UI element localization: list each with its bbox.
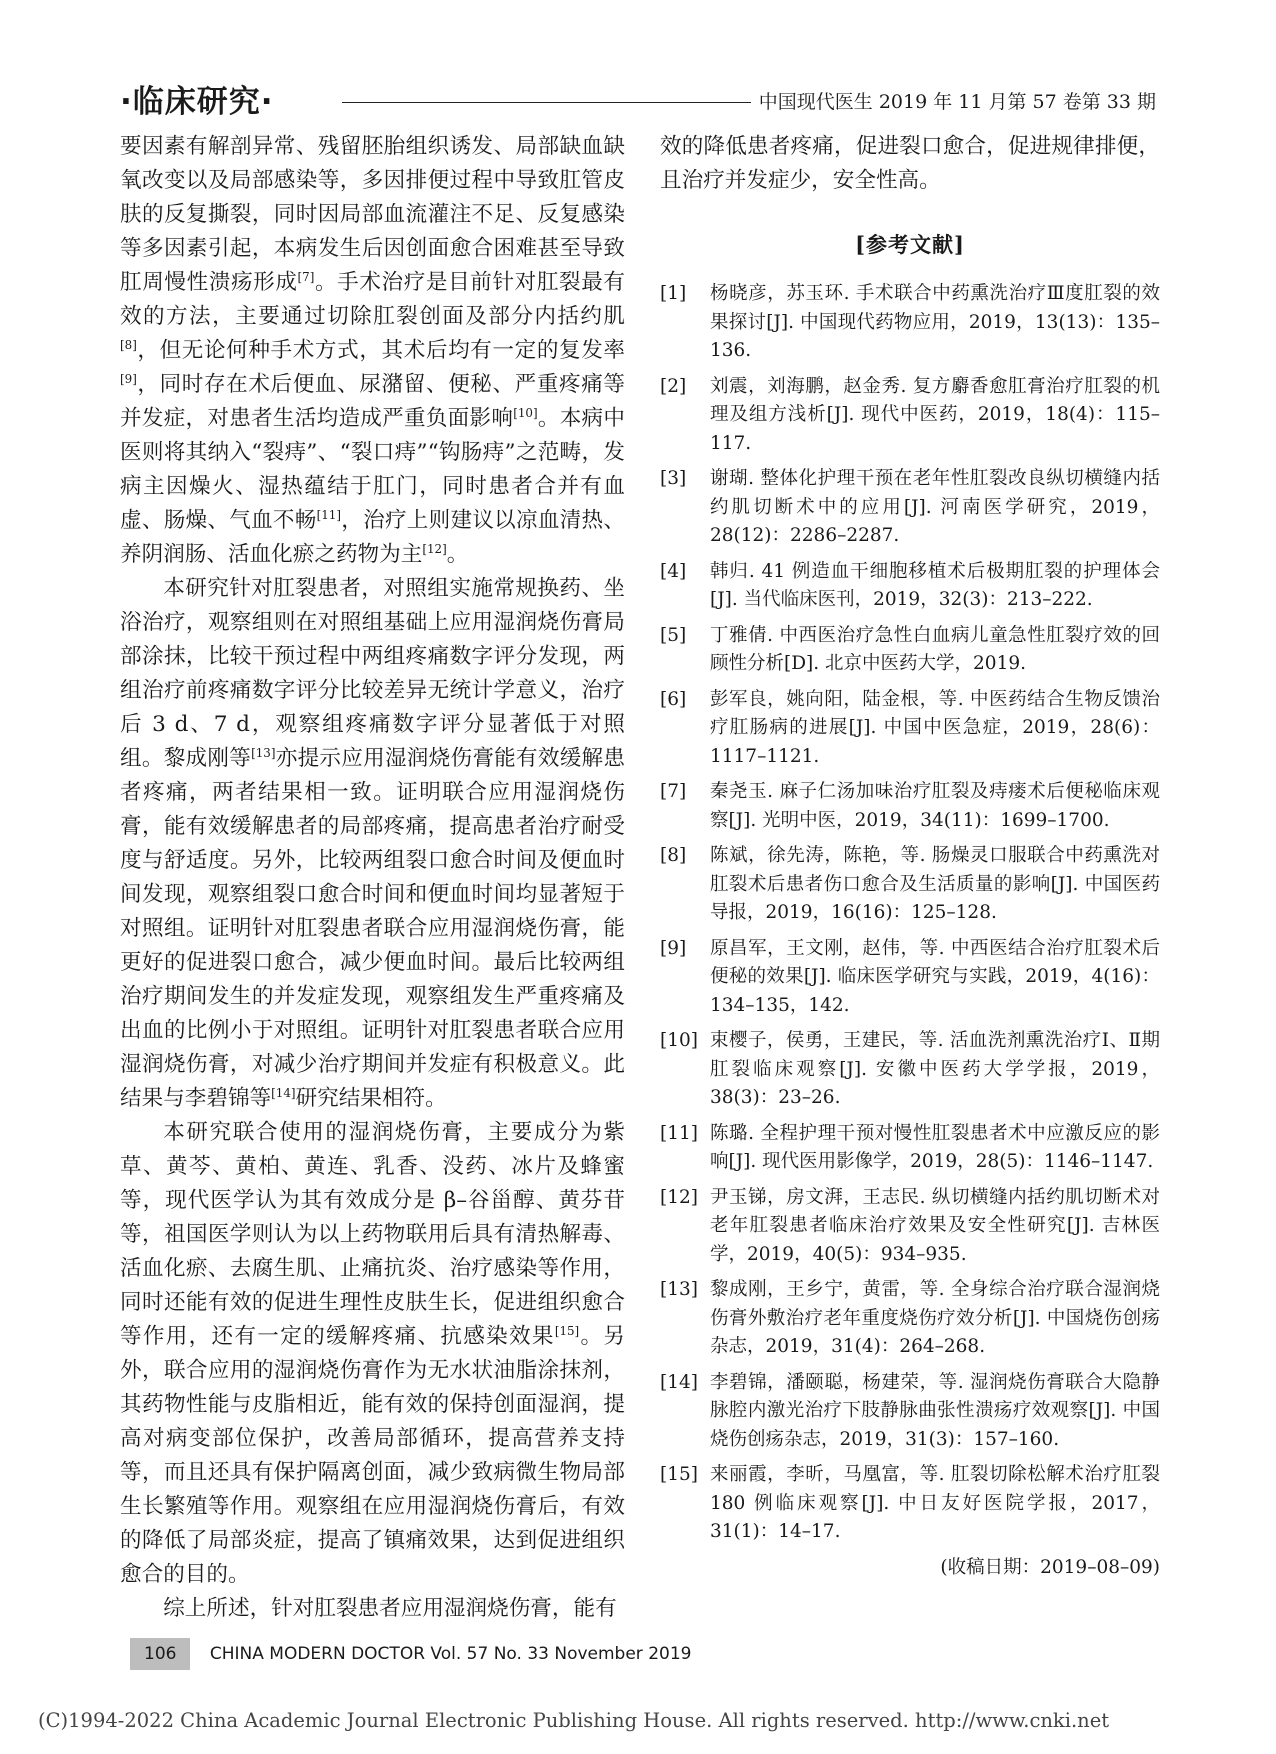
text-run: 。手术治疗是目前针对肛裂最有效的方法，主要通过切除肛裂创面及部分内括约肌 — [120, 270, 625, 329]
reference-item — [660, 1461, 1160, 1547]
reference-item — [660, 842, 1160, 928]
reference-text: 陈璐. 全程护理干预对慢性肛裂患者术中应激反应的影响[J]. 现代医用影像学，2019，28(5)：1146–1147. — [710, 1122, 1160, 1172]
reference-item — [660, 1120, 1160, 1177]
paragraph-4: 综上所述，针对肛裂患者应用湿润烧伤膏，能有 — [163, 1596, 617, 1621]
section-title: ·临床研究· — [120, 84, 274, 120]
reference-item — [660, 1184, 1160, 1270]
citation-marker: [14] — [271, 1085, 296, 1100]
journal-info: 中国现代医生 2019 年 11 月第 57 卷第 33 期 — [758, 91, 1156, 113]
citation-marker: [8] — [120, 337, 137, 352]
citation-marker: [7] — [297, 269, 315, 284]
reference-text: 束樱子，侯勇，王建民，等. 活血洗剂熏洗治疗Ⅰ、Ⅱ期肛裂临床观察[J]. 安徽中医药大学学报，2019，38(3)：23–26. — [710, 1030, 1160, 1108]
paragraph-1 — [120, 130, 625, 572]
reference-text: 杨晓彦，苏玉环. 手术联合中药熏洗治疗Ⅲ度肛裂的效果探讨[J]. 中国现代药物应用，2019，13(13)：135–136. — [710, 283, 1160, 361]
reference-text: 彭军良，姚向阳，陆金根，等. 中医药结合生物反馈治疗肛肠病的进展[J]. 中国中医急症，2019，28(6)：1117–1121. — [710, 688, 1160, 767]
reference-number: [15] — [660, 1464, 698, 1485]
conclusion-paragraph: 效的降低患者疼痛，促进裂口愈合，促进规律排便，且治疗并发症少，安全性高。 — [660, 134, 1160, 193]
citation-marker: [11] — [316, 507, 341, 522]
text-run: ，同时存在术后便血、尿潴留、便秘、严重疼痛等并发症，对患者生活均造成严重负面影响 — [120, 372, 625, 431]
reference-text: 陈斌，徐先涛，陈艳，等. 肠燥灵口服联合中药熏洗对肛裂术后患者伤口愈合及生活质量的影响[J]. 中国医药导报，2019，16(16)：125–128. — [710, 845, 1160, 923]
reference-item — [660, 1027, 1160, 1113]
received-date: (收稿日期：2019–08–09) — [940, 1556, 1160, 1578]
reference-item — [660, 465, 1160, 551]
reference-item — [660, 935, 1160, 1021]
page-footer — [130, 1638, 691, 1670]
reference-text: 李碧锦，潘颐聪，杨建荣，等. 湿润烧伤膏联合大隐静脉腔内激光治疗下肢静脉曲张性溃疡疗效观察[J]. 中国烧伤创疡杂志，2019，31(3)：157–160. — [710, 1371, 1160, 1450]
text-run: 亦提示应用湿润烧伤膏能有效缓解患者疼痛，两者结果相一致。证明联合应用湿润烧伤膏，能有效缓解患者的局部疼痛，提高患者治疗耐受度与舒适度。另外，比较两组裂口愈合时间及便血时间发现，观察组裂口愈合时间和便血时间均显著短于对照组。证明针对肛裂患者联合应用湿润烧伤膏，能更好的促进裂口愈合，减少便血时间。最后比较两组治疗期间发生的并发症发现，观察组发生严重疼痛及出血的比例小于对照组。证明针对肛裂患者联合应用湿润烧伤膏，对减少治疗期间并发症有积极意义。此结果与李碧锦等 — [120, 746, 625, 1111]
reference-number: [3] — [660, 468, 687, 489]
paragraph-2 — [120, 572, 625, 1116]
citation-marker: [12] — [422, 541, 447, 556]
text-run: 。本病中医则将其纳入“裂痔”、“裂口痔”“钩肠痔”之范畴，发病主因燥火、湿热蕴结于肛门，同时患者合并有血虚、肠燥、气血不畅 — [120, 406, 625, 533]
reference-number: [10] — [660, 1030, 698, 1051]
page-number: 106 — [130, 1638, 190, 1670]
copyright-notice: (C)1994-2022 China Academic Journal Electronic Publishing House. All rights reserved. http://www.cnki.net — [38, 1709, 1110, 1732]
reference-number: [4] — [660, 560, 687, 582]
reference-number: [1] — [660, 283, 687, 304]
reference-number: [7] — [660, 781, 687, 802]
reference-number: [6] — [660, 688, 687, 710]
reference-number: [13] — [660, 1279, 698, 1300]
reference-text: 黎成刚，王乡宁，黄雷，等. 全身综合治疗联合湿润烧伤膏外敷治疗老年重度烧伤疗效分析[J]. 中国烧伤创疡杂志，2019，31(4)：264–268. — [710, 1279, 1160, 1357]
reference-item — [660, 686, 1160, 772]
reference-number: [5] — [660, 624, 687, 646]
reference-item — [660, 622, 1160, 679]
reference-list — [660, 280, 1160, 1547]
text-run: 本研究联合使用的湿润烧伤膏，主要成分为紫草、黄芩、黄柏、黄连、乳香、没药、冰片及蜂蜜等，现代医学认为其有效成分是 β–谷甾醇、黄芬苷等，祖国医学则认为以上药物联用后具有清热解毒、活血化瘀、去腐生肌、止痛抗炎、治疗感染等作用，同时还能有效的促进生理性皮肤生长，促进组织愈合等作用，还有一定的缓解疼痛、抗感染效果 — [120, 1120, 625, 1349]
reference-text: 来丽霞，李昕，马凰富，等. 肛裂切除松解术治疗肛裂 180 例临床观察[J]. 中日友好医院学报，2017，31(1)：14–17. — [710, 1464, 1160, 1542]
reference-item — [660, 1369, 1160, 1455]
citation-marker: [13] — [251, 745, 276, 760]
text-run: ，治疗上则建议以凉血清热、养阴润肠、活血化瘀之药物为主 — [120, 508, 625, 567]
reference-number: [8] — [660, 845, 687, 866]
header-rule — [342, 102, 751, 103]
reference-item — [660, 373, 1160, 459]
references-title: [参考文献] — [855, 232, 965, 257]
reference-text: 尹玉锑，房文湃，王志民. 纵切横缝内括约肌切断术对老年肛裂患者临床治疗效果及安全性研究[J]. 吉林医学，2019，40(5)：934–935. — [710, 1186, 1160, 1265]
reference-item — [660, 280, 1160, 366]
text-run: 。另外，联合应用的湿润烧伤膏作为无水状油脂涂抹剂，其药物性能与皮脂相近，能有效的保持创面湿润，提高对病变部位保护，改善局部循环，提高营养支持等，而且还具有保护隔离创面，减少致病微生物局部生长繁殖等作用。观察组在应用湿润烧伤膏后，有效的降低了局部炎症，提高了镇痛效果，达到促进组织愈合的目的。 — [120, 1324, 625, 1587]
reference-text: 秦尧玉. 麻子仁汤加味治疗肛裂及痔瘘术后便秘临床观察[J]. 光明中医，2019，34(11)：1699–1700. — [710, 781, 1160, 831]
reference-text: 韩归. 41 例造血干细胞移植术后极期肛裂的护理体会[J]. 当代临床医刊，2019，32(3)：213–222. — [710, 560, 1160, 610]
reference-number: [2] — [660, 375, 687, 397]
right-column — [660, 130, 1160, 1582]
text-run: 研究结果相符。 — [295, 1086, 447, 1111]
citation-marker: [9] — [120, 371, 137, 386]
reference-text: 刘震，刘海鹏，赵金秀. 复方麝香愈肛膏治疗肛裂的机理及组方浅析[J]. 现代中医药，2019，18(4)：115–117. — [710, 375, 1160, 454]
paragraph-3 — [120, 1116, 625, 1592]
journal-name-english: CHINA MODERN DOCTOR Vol. 57 No. 33 November 2019 — [209, 1644, 692, 1664]
citation-marker: [10] — [513, 405, 538, 420]
reference-item — [660, 1276, 1160, 1362]
reference-number: [12] — [660, 1186, 698, 1208]
reference-item — [660, 778, 1160, 835]
reference-text: 谢瑚. 整体化护理干预在老年性肛裂改良纵切横缝内括约肌切断术中的应用[J]. 河南医学研究，2019，28(12)：2286–2287. — [710, 468, 1160, 546]
reference-number: [11] — [660, 1122, 698, 1144]
page-header — [120, 80, 1156, 124]
reference-number: [14] — [660, 1371, 698, 1393]
reference-text: 丁雅倩. 中西医治疗急性白血病儿童急性肛裂疗效的回顾性分析[D]. 北京中医药大学，2019. — [710, 624, 1160, 674]
reference-number: [9] — [660, 937, 687, 959]
reference-item — [660, 558, 1160, 615]
reference-text: 原昌军，王文刚，赵伟，等. 中西医结合治疗肛裂术后便秘的效果[J]. 临床医学研究与实践，2019，4(16)：134–135，142. — [710, 937, 1160, 1016]
text-run: 。 — [446, 542, 469, 567]
text-run: ，但无论何种手术方式，其术后均有一定的复发率 — [136, 338, 625, 363]
citation-marker: [15] — [554, 1323, 580, 1338]
text-run: 本研究针对肛裂患者，对照组实施常规换药、坐浴治疗，观察组则在对照组基础上应用湿润烧伤膏局部涂抹，比较干预过程中两组疼痛数字评分发现，两组治疗前疼痛数字评分比较差异无统计学意义，治疗后 3 d、7 d，观察组疼痛数字评分显著低于对照组。黎成刚等 — [120, 576, 625, 771]
text-run: 要因素有解剖异常、残留胚胎组织诱发、局部缺血缺氧改变以及局部感染等，多因排便过程中导致肛管皮肤的反复撕裂，同时因局部血流灌注不足、反复感染等多因素引起，本病发生后因创面愈合困难甚至导致肛周慢性溃疡形成 — [120, 134, 625, 295]
left-column — [120, 130, 625, 1626]
